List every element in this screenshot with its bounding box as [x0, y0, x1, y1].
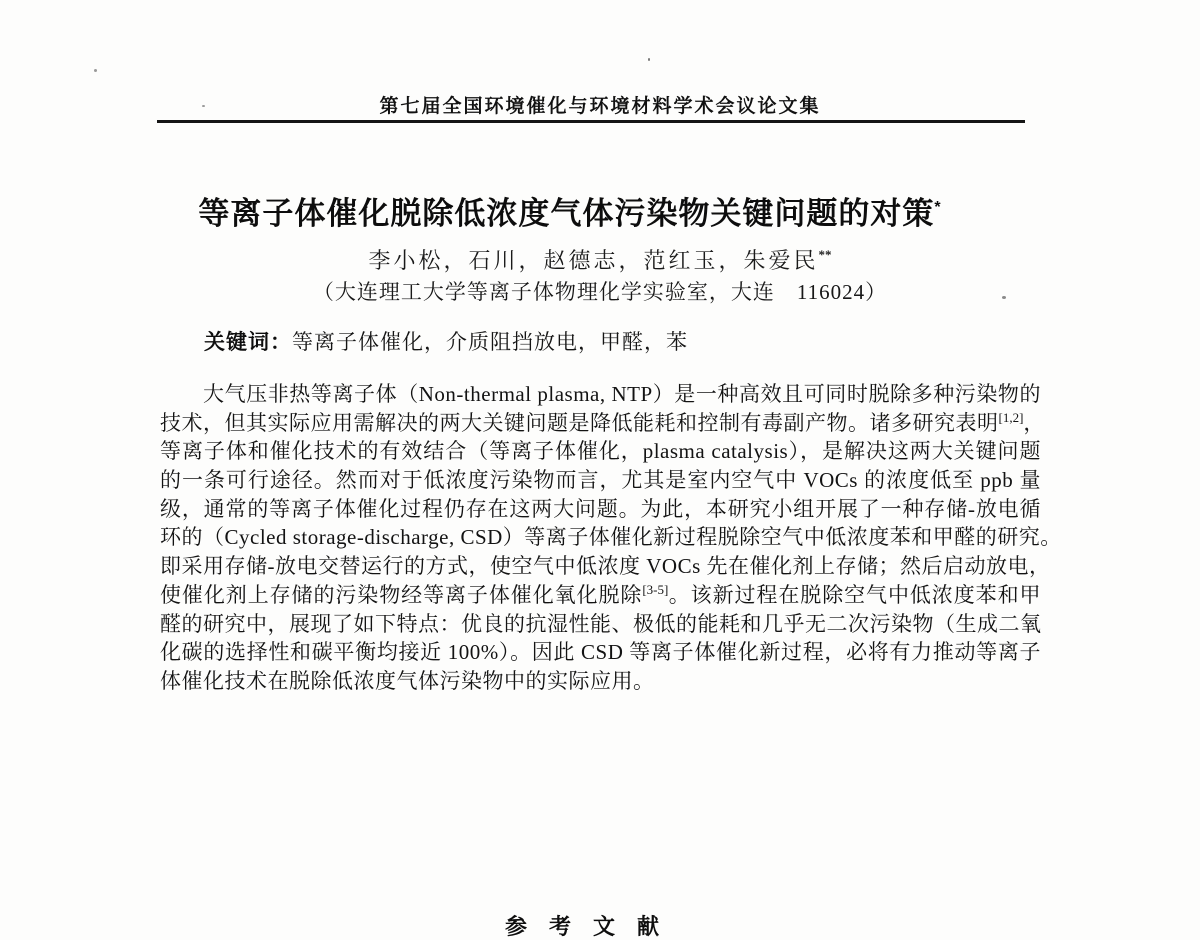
abstract-line: 环的（Cycled storage-discharge, CSD）等离子体催化新过程脱除空气中低浓度苯和甲醛的研究。: [160, 525, 1062, 550]
title-footnote-marker: *: [934, 199, 942, 216]
affiliation: （大连理工大学等离子体物理化学实验室，大连 116024）: [312, 280, 888, 304]
abstract-line: 醛的研究中，展现了如下特点：优良的抗湿性能、极低的能耗和几乎无二次污染物（生成二氧: [160, 611, 1042, 636]
authors-footnote-marker: **: [818, 247, 832, 262]
keywords-text: 等离子体催化，介质阻挡放电，甲醛，苯: [292, 330, 688, 354]
paper-title: [130, 188, 1010, 233]
author-names: 李小松，石川，赵德志，范红玉，朱爱民: [368, 248, 819, 273]
citation-superscript: [3-5]: [642, 581, 669, 597]
abstract: [160, 380, 1062, 696]
citation-superscript: [1,2]: [998, 409, 1024, 425]
abstract-line: 等离子体和催化技术的有效结合（等离子体催化，plasma catalysis），是解决这两大关键问题: [160, 439, 1041, 464]
abstract-line: 大气压非热等离子体（Non-thermal plasma, NTP）是一种高效且可同时脱除多种污染物的: [203, 382, 1041, 406]
proceedings-header: 第七届全国环境催化与环境材料学术会议论文集: [379, 96, 821, 117]
abstract-line: 化碳的选择性和碳平衡均接近 100%）。因此 CSD 等离子体催化新过程，必将有力推动等离子: [160, 640, 1041, 665]
abstract-line: 的一条可行途径。然而对于低浓度污染物而言，尤其是室内空气中 VOCs 的浓度低至 ppb 量: [160, 468, 1041, 493]
keywords-line: [160, 326, 1040, 356]
references-heading: 参 考 文 献: [504, 914, 659, 939]
paper-title-text: 等离子体催化脱除低浓度气体污染物关键问题的对策: [198, 196, 935, 231]
scan-speck: [94, 69, 97, 72]
abstract-line: 级，通常的等离子体催化过程仍存在这两大问题。为此，本研究小组开展了一种存储-放电循: [160, 496, 1041, 521]
header-rule: [157, 120, 1025, 123]
keywords-label: 关键词：: [204, 331, 292, 354]
abstract-line: 使催化剂上存储的污染物经等离子体催化氧化脱除[3-5]。该新过程在脱除空气中低浓度苯和甲: [160, 581, 1042, 607]
scan-speck: [202, 105, 205, 107]
scan-speck: [648, 58, 650, 61]
abstract-line: 技术，但其实际应用需解决的两大关键问题是降低能耗和控制有毒副产物。诸多研究表明[1,2]，: [160, 409, 1045, 435]
abstract-line: 即采用存储-放电交替运行的方式，使空气中低浓度 VOCs 先在催化剂上存储；然后启动放电，: [160, 554, 1051, 579]
author-list: [160, 244, 1040, 275]
scan-speck: [1002, 296, 1006, 299]
abstract-line: 体催化技术在脱除低浓度气体污染物中的实际应用。: [160, 668, 655, 693]
